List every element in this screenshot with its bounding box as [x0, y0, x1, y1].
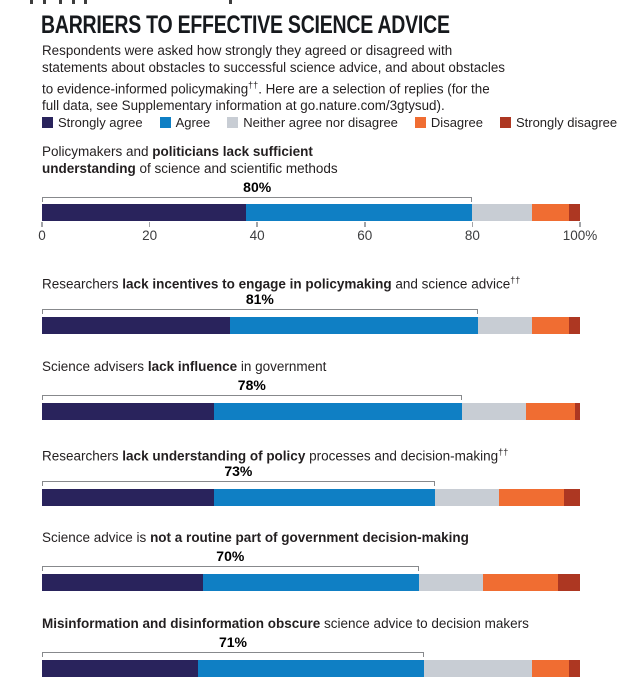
bar-segment-strongly-agree — [42, 403, 214, 420]
bar-segment-disagree — [499, 489, 564, 506]
axis-tick — [579, 222, 581, 227]
stacked-bar — [42, 574, 580, 591]
axis-tick-label: 100% — [562, 228, 598, 243]
question-label: Science advisers lack influence in government — [42, 359, 327, 374]
legend-swatch-strongly-agree — [42, 117, 53, 128]
axis-tick-label: 20 — [142, 228, 158, 243]
agreement-bracket — [42, 197, 472, 202]
cropped-text-remnant — [72, 0, 75, 4]
question-label: Misinformation and disinformation obscure science advice to decision makers — [42, 616, 529, 631]
stacked-bar — [42, 204, 580, 221]
legend-item-neither-agree-nor-disagree — [227, 115, 398, 130]
agreement-bracket — [42, 566, 419, 571]
legend-label: Strongly agree — [58, 115, 143, 130]
chart-row — [0, 529, 622, 629]
bar-segment-strongly-disagree — [558, 574, 580, 591]
bar-segment-neither-agree-nor-disagree — [478, 317, 532, 334]
axis-tick — [256, 222, 258, 227]
bar-segment-agree — [203, 574, 418, 591]
bar-segment-agree — [230, 317, 477, 334]
legend-swatch-neither-agree-nor-disagree — [227, 117, 238, 128]
axis-tick-label: 60 — [357, 228, 373, 243]
chart-row — [0, 358, 622, 458]
legend-swatch-disagree — [415, 117, 426, 128]
bar-segment-strongly-disagree — [569, 204, 580, 221]
dagger-note: †† — [248, 79, 259, 90]
agreement-bracket — [42, 481, 435, 486]
bar-segment-strongly-agree — [42, 317, 230, 334]
bar-segment-agree — [246, 204, 472, 221]
axis-tick — [472, 222, 474, 227]
chart-title: BARRIERS TO EFFECTIVE SCIENCE ADVICE — [41, 11, 450, 39]
bar-segment-neither-agree-nor-disagree — [462, 403, 527, 420]
axis-tick — [41, 222, 43, 227]
bar-segment-disagree — [532, 317, 570, 334]
legend-item-strongly-disagree — [500, 115, 617, 130]
bar-segment-strongly-disagree — [564, 489, 580, 506]
stacked-bar — [42, 660, 580, 677]
cropped-text-remnant — [84, 0, 87, 4]
stacked-bar — [42, 317, 580, 334]
legend-item-disagree — [415, 115, 483, 130]
agreement-total-label: 80% — [243, 179, 272, 195]
bar-segment-agree — [214, 489, 435, 506]
agreement-bracket — [42, 309, 478, 314]
axis-tick-label: 0 — [38, 228, 46, 243]
cropped-text-remnant — [229, 0, 232, 4]
agreement-total-label: 70% — [216, 548, 245, 564]
agreement-total-label: 81% — [245, 291, 274, 307]
bar-segment-agree — [214, 403, 461, 420]
legend-item-agree — [160, 115, 211, 130]
bar-segment-neither-agree-nor-disagree — [435, 489, 500, 506]
agreement-bracket — [42, 652, 424, 657]
question-label: Researchers lack incentives to engage in policymaking and science advice†† — [42, 275, 521, 292]
bar-segment-strongly-disagree — [569, 317, 580, 334]
question-label: Policymakers and politicians lack sufficient understanding of science and scientific methods — [42, 144, 338, 176]
bar-segment-disagree — [483, 574, 558, 591]
cropped-text-remnant — [30, 0, 33, 4]
bar-segment-strongly-agree — [42, 204, 246, 221]
bar-segment-strongly-agree — [42, 489, 214, 506]
legend-swatch-agree — [160, 117, 171, 128]
bar-segment-neither-agree-nor-disagree — [424, 660, 532, 677]
chart-row — [0, 615, 622, 697]
question-label: Researchers lack understanding of policy processes and decision-making†† — [42, 447, 509, 464]
axis-tick — [364, 222, 366, 227]
axis-tick-label: 40 — [249, 228, 265, 243]
bar-segment-strongly-agree — [42, 660, 198, 677]
legend — [42, 115, 617, 130]
bar-segment-neither-agree-nor-disagree — [472, 204, 531, 221]
legend-label: Strongly disagree — [515, 115, 618, 130]
bar-segment-agree — [198, 660, 424, 677]
bar-segment-disagree — [532, 660, 570, 677]
legend-label: Neither agree nor disagree — [243, 115, 398, 130]
bar-segment-strongly-disagree — [569, 660, 580, 677]
stacked-bar — [42, 403, 580, 420]
legend-label: Disagree — [430, 115, 483, 130]
bar-segment-strongly-agree — [42, 574, 203, 591]
cropped-text-remnant — [43, 0, 46, 4]
legend-label: Agree — [175, 115, 211, 130]
legend-swatch-strongly-disagree — [500, 117, 511, 128]
legend-item-strongly-agree — [42, 115, 143, 130]
agreement-total-label: 73% — [224, 463, 253, 479]
agreement-total-label: 78% — [237, 377, 266, 393]
bar-segment-neither-agree-nor-disagree — [419, 574, 484, 591]
chart-description: Respondents were asked how strongly they agreed or disagreed with statements about obstacles to successful science advice, and about obstacles to evidence-informed policymaking††. Here are a selection of replies (for the full data, see Supplementary information at go.nature.com/3gtysud). — [42, 43, 505, 114]
bar-segment-disagree — [532, 204, 570, 221]
bar-segment-strongly-disagree — [575, 403, 580, 420]
chart-row — [0, 143, 622, 243]
agreement-bracket — [42, 395, 462, 400]
bar-segment-disagree — [526, 403, 574, 420]
axis-tick — [149, 222, 151, 227]
question-label: Science advice is not a routine part of government decision-making — [42, 530, 469, 545]
chart-row — [0, 272, 622, 372]
cropped-text-remnant — [59, 0, 62, 4]
agreement-total-label: 71% — [218, 634, 247, 650]
stacked-bar — [42, 489, 580, 506]
axis-tick-label: 80 — [464, 228, 480, 243]
